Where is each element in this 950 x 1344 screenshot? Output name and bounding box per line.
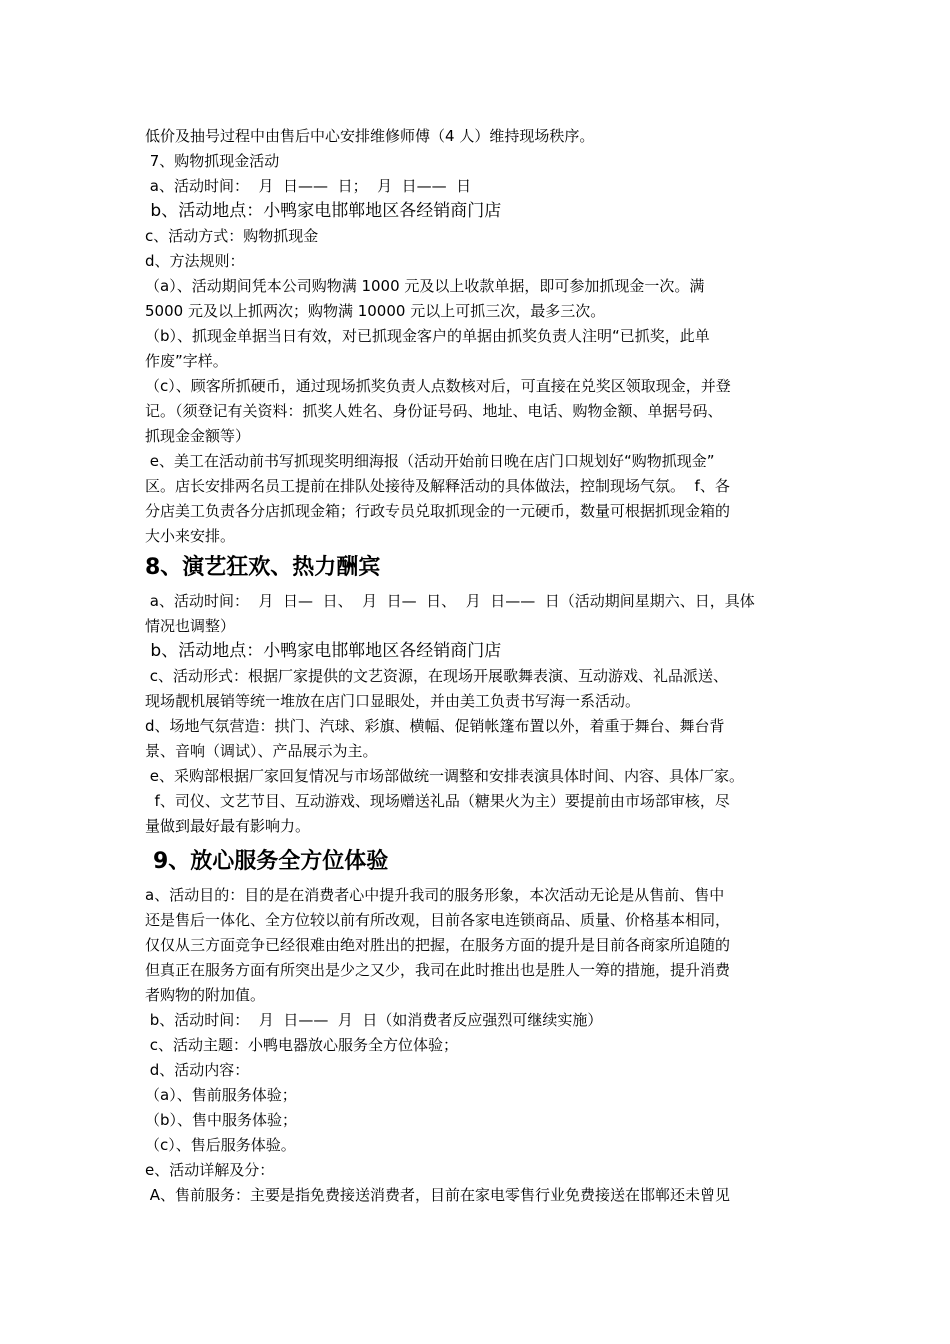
text-line: b、活动地点：小鸭家电邯郸地区各经销商门店 bbox=[145, 641, 502, 661]
section-7 bbox=[145, 124, 817, 549]
text-line: d、方法规则： bbox=[145, 252, 245, 270]
text-line: 大小来安排。 bbox=[145, 527, 236, 545]
text-line: c、活动主题：小鸭电器放心服务全方位体验； bbox=[145, 1036, 459, 1054]
text-line: （c）、售后服务体验。 bbox=[145, 1136, 296, 1154]
text-line: 景、音响（调试）、产品展示为主。 bbox=[145, 742, 378, 760]
text-line: b、活动时间： 月 日—— 月 日（如消费者反应强烈可继续实施） bbox=[145, 1011, 603, 1029]
text-line: 但真正在服务方面有所突出是少之又少，我司在此时推出也是胜人一筹的措施，提升消费 bbox=[145, 961, 731, 979]
text-line: 分店美工负责各分店抓现金箱；行政专员兑取抓现金的一元硬币，数量可根据抓现金箱的 bbox=[145, 502, 731, 520]
text-line: （b）、售中服务体验； bbox=[145, 1111, 298, 1129]
text-line: e、采购部根据厂家回复情况与市场部做统一调整和安排表演具体时间、内容、具体厂家。 bbox=[145, 767, 745, 785]
text-line: d、场地气氛营造：拱门、汽球、彩旗、横幅、促销帐篷布置以外，着重于舞台、舞台背 bbox=[145, 717, 725, 735]
text-line: a、活动时间： 月 日— 日、 月 日— 日、 月 日—— 日（活动期间星期六、日，具体 bbox=[145, 592, 755, 610]
text-line: a、活动目的：目的是在消费者心中提升我司的服务形象，本次活动无论是从售前、售中 bbox=[145, 886, 725, 904]
text-line: 抓现金金额等） bbox=[145, 427, 251, 445]
item-7-title: 7、购物抓现金活动 bbox=[145, 152, 280, 170]
text-line: （a）、活动期间凭本公司购物满 1000 元及以上收款单据，即可参加抓现金一次。满 bbox=[145, 277, 705, 295]
text-line: 记。（须登记有关资料：抓奖人姓名、身份证号码、地址、电话、购物金额、单据号码、 bbox=[145, 402, 723, 420]
text-line: 作废”字样。 bbox=[145, 352, 228, 370]
text-line: 量做到最好最有影响力。 bbox=[145, 817, 311, 835]
section-8 bbox=[145, 589, 817, 839]
text-line: 现场靓机展销等统一堆放在店门口显眼处，并由美工负责书写海一系活动。 bbox=[145, 692, 641, 710]
text-line: 区。店长安排两名员工提前在排队处接待及解释活动的具体做法，控制现场气氛。 f、各 bbox=[145, 477, 730, 495]
text-line: c、活动形式：根据厂家提供的文艺资源，在现场开展歌舞表演、互动游戏、礼品派送、 bbox=[145, 667, 729, 685]
text-line: d、活动内容： bbox=[145, 1061, 250, 1079]
text-line: 5000 元及以上抓两次；购物满 10000 元以上可抓三次，最多三次。 bbox=[145, 302, 606, 320]
text-line: A、售前服务：主要是指免费接送消费者，目前在家电零售行业免费接送在邯郸还未曾见 bbox=[145, 1186, 731, 1204]
text-line: （b）、抓现金单据当日有效，对已抓现金客户的单据由抓奖负责人注明“已抓奖，此单 bbox=[145, 327, 710, 345]
text-line: b、活动地点：小鸭家电邯郸地区各经销商门店 bbox=[145, 201, 502, 221]
text-line: 还是售后一体化、全方位较以前有所改观，目前各家电连锁商品、质量、价格基本相同， bbox=[145, 911, 731, 929]
text-line: 情况也调整） bbox=[145, 617, 236, 635]
text-line: e、美工在活动前书写抓现奖明细海报（活动开始前日晚在店门口规划好“购物抓现金” bbox=[145, 452, 715, 470]
text-line: a、活动时间： 月 日—— 日； 月 日—— 日 bbox=[145, 177, 472, 195]
heading-section-9: 9、放心服务全方位体验 bbox=[153, 849, 389, 874]
heading-section-8: 8、演艺狂欢、热力酬宾 bbox=[145, 555, 381, 580]
text-line: 仅仅从三方面竞争已经很难由绝对胜出的把握，在服务方面的提升是目前各商家所追随的 bbox=[145, 936, 731, 954]
text-line: c、活动方式：购物抓现金 bbox=[145, 227, 319, 245]
text-line: f、司仪、文艺节目、互动游戏、现场赠送礼品（糖果火为主）要提前由市场部审核，尽 bbox=[145, 792, 730, 810]
text-line: （c）、顾客所抓硬币，通过现场抓奖负责人点数核对后，可直接在兑奖区领取现金，并登 bbox=[145, 377, 731, 395]
text-line: 低价及抽号过程中由售后中心安排维修师傅（4 人）维持现场秩序。 bbox=[145, 127, 595, 145]
document-page bbox=[145, 124, 817, 1208]
text-line: e、活动详解及分： bbox=[145, 1161, 275, 1179]
section-9 bbox=[145, 883, 817, 1208]
text-line: 者购物的附加值。 bbox=[145, 986, 266, 1004]
text-line: （a）、售前服务体验； bbox=[145, 1086, 297, 1104]
